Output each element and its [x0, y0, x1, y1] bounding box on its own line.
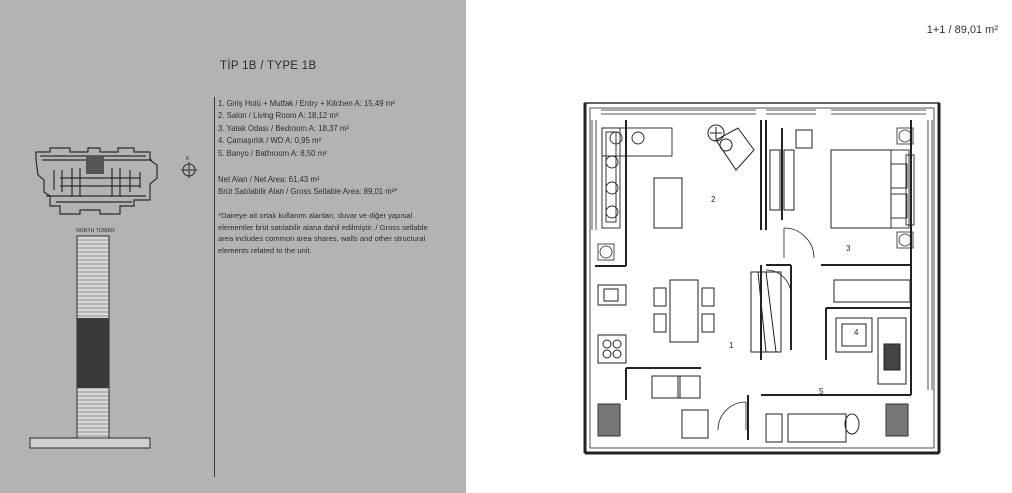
info-panel [0, 0, 466, 493]
unit-highlight-keyplan [86, 156, 104, 174]
bathtub [878, 318, 906, 384]
shower [682, 410, 708, 438]
floor-plan [466, 0, 1012, 493]
key-plan [0, 0, 210, 470]
room-number: 4 [854, 328, 859, 337]
highlighted-floors [77, 318, 109, 388]
coffee-table [654, 178, 682, 228]
gross-area: Brüt Satılabilir Alan / Gross Sellable Area: 89,01 m²* [218, 187, 398, 197]
room-number: 1 [729, 341, 734, 350]
room-number: 5 [819, 387, 824, 396]
room-number: 3 [846, 244, 851, 253]
type-title: TİP 1B / TYPE 1B [220, 60, 317, 72]
north-arrow-icon [181, 156, 197, 178]
room-item: 1. Giriş Holü + Mutfak / Entry + Kitchen A: 15,49 m² [218, 99, 395, 108]
room-item: 5. Banyo / Bathroom A: 8,50 m² [218, 148, 327, 158]
balcony-block [886, 404, 908, 436]
room-list [218, 98, 395, 160]
tv-unit [770, 150, 780, 210]
armchair [708, 125, 754, 170]
unit-total-label: 1+1 / 89,01 m² [926, 24, 998, 36]
wardrobe [751, 272, 910, 352]
dining-table [654, 280, 714, 342]
tv-unit-2 [784, 150, 794, 210]
room-number: 2 [711, 195, 716, 204]
room-item: 4. Çamaşırlık / WD A: 0,95 m² [218, 136, 322, 146]
bed [831, 150, 914, 228]
doors [718, 228, 814, 430]
tower-label: NORTH TOWER [76, 228, 115, 234]
desk-chair [796, 130, 812, 148]
divider-line [214, 97, 215, 477]
room-item: 3. Yatak Odası / Bedroom A: 18,37 m² [218, 123, 350, 133]
net-area: Net Alan / Net Area: 61,43 m² [218, 175, 320, 184]
tower-elevation [30, 236, 150, 448]
vanity [766, 414, 859, 442]
room-item: 2. Salon / Living Room A: 18,12 m² [218, 111, 339, 121]
footnote: *Daireye ait ortak kullanım alanları, duvar ve diğer yapısal elementler brüt satılabilir alana dahil edilmiştir. / Gross sellable area includes common area shares, walls and other structural elements related to the unit. [218, 211, 428, 255]
plant-icons [598, 128, 913, 260]
area-summary [218, 174, 397, 199]
balcony-block [598, 404, 620, 436]
svg-text:K: K [186, 156, 190, 162]
plan-panel [466, 0, 1012, 493]
